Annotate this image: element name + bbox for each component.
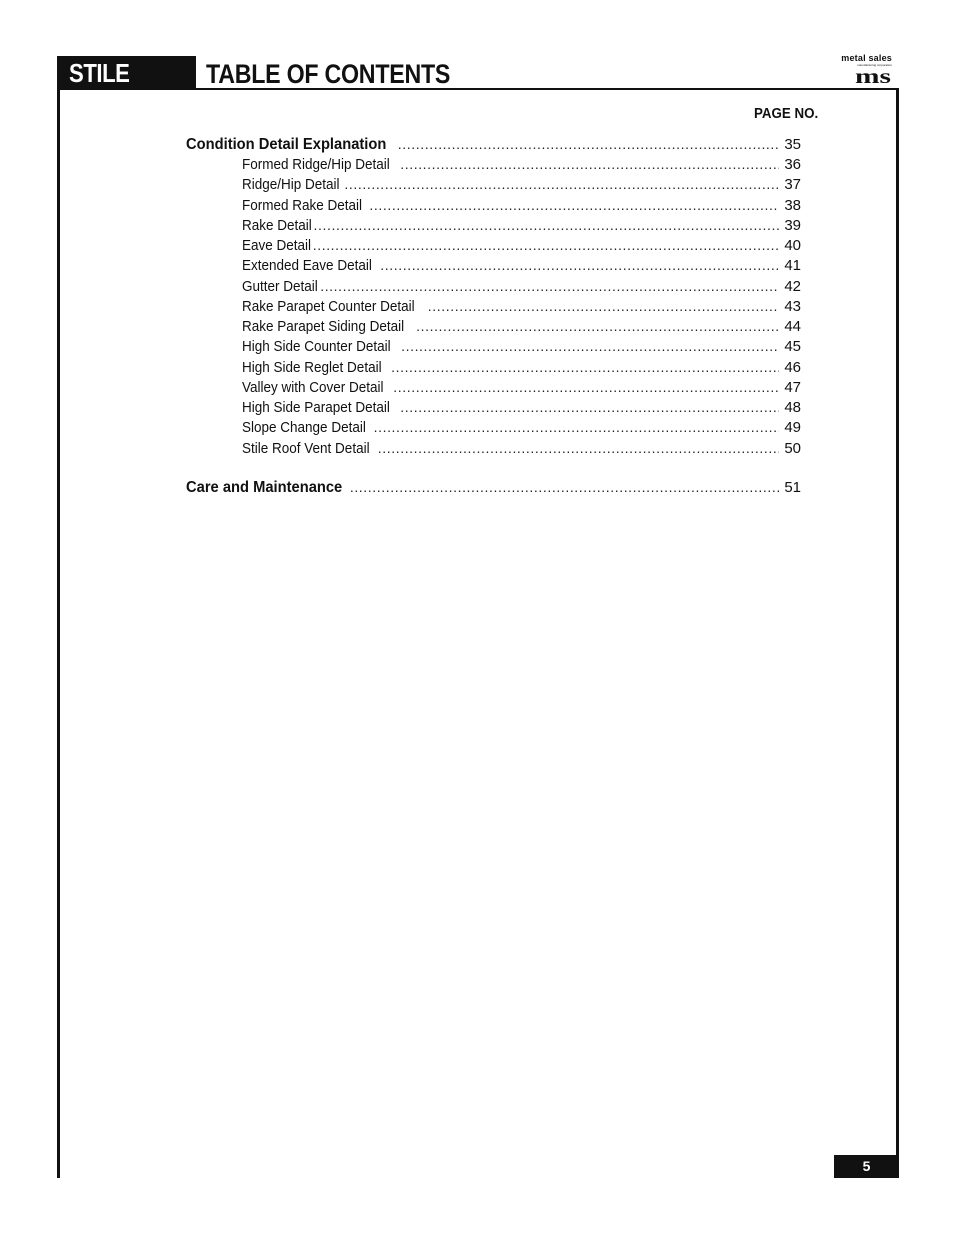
toc-entry-page: 40 (784, 237, 801, 254)
toc-entry-formed-rake-detail[interactable] (242, 197, 801, 217)
dot-leader (391, 359, 779, 375)
dot-leader (380, 257, 779, 273)
toc-entry-label: Formed Rake Detail (242, 197, 363, 214)
dot-leader (313, 237, 779, 253)
toc-entry-label: Condition Detail Explanation (186, 136, 387, 153)
toc-entry-label: High Side Counter Detail (242, 338, 391, 355)
dot-leader (378, 440, 779, 456)
dot-leader (320, 278, 779, 294)
left-border-rule (57, 56, 60, 1178)
logo-name: metal sales (841, 53, 892, 63)
toc-entry-label: Stile Roof Vent Detail (242, 440, 370, 457)
dot-leader (401, 338, 779, 354)
toc-entry-page: 50 (784, 440, 801, 457)
logo-mark-icon (855, 67, 891, 87)
toc-entry-label: Extended Eave Detail (242, 257, 372, 274)
dot-leader (400, 156, 779, 172)
dot-leader (350, 479, 779, 495)
toc-entry-page: 44 (784, 318, 801, 335)
toc-entry-page: 48 (784, 399, 801, 416)
page-title: TABLE OF CONTENTS (206, 59, 451, 89)
toc-entry-rake-detail[interactable] (242, 217, 801, 237)
toc-entry-high-side-reglet-detail[interactable] (242, 359, 801, 379)
toc-entry-label: Care and Maintenance (186, 479, 343, 496)
logo-subtitle: manufacturing corporation (857, 63, 892, 67)
dot-leader (314, 217, 779, 233)
logo-mark-text: ms (855, 67, 891, 87)
toc-entry-label: Formed Ridge/Hip Detail (242, 156, 390, 173)
toc-entry-page: 41 (784, 257, 801, 274)
dot-leader (369, 197, 779, 213)
toc-entry-page: 42 (784, 278, 801, 295)
toc-entry-label: Gutter Detail (242, 278, 318, 295)
toc-entry-formed-ridge-hip-detail[interactable] (242, 156, 801, 176)
page-no-column-header: PAGE NO. (754, 106, 819, 122)
toc-entry-label: High Side Reglet Detail (242, 359, 382, 376)
toc-entry-valley-with-cover-detail[interactable] (242, 379, 801, 399)
toc-entry-label: Slope Change Detail (242, 419, 366, 436)
toc-entry-label: Rake Parapet Siding Detail (242, 318, 405, 335)
toc-entry-page: 39 (784, 217, 801, 234)
toc-entry-slope-change-detail[interactable] (242, 419, 801, 439)
toc-entry-page: 49 (784, 419, 801, 436)
toc-entry-eave-detail[interactable] (242, 237, 801, 257)
toc-entry-high-side-counter-detail[interactable] (242, 338, 801, 358)
dot-leader (393, 379, 779, 395)
dot-leader (400, 399, 779, 415)
section-badge (57, 56, 196, 90)
toc-entry-condition-detail-explanation[interactable] (186, 136, 801, 156)
page-number: 5 (862, 1158, 871, 1174)
toc-entry-label: Rake Detail (242, 217, 312, 234)
toc-entry-page: 38 (784, 197, 801, 214)
toc-entry-page: 46 (784, 359, 801, 376)
toc-entry-extended-eave-detail[interactable] (242, 257, 801, 277)
toc-entry-label: High Side Parapet Detail (242, 399, 390, 416)
toc-entry-page: 35 (784, 136, 801, 153)
dot-leader (374, 419, 779, 435)
toc-entry-high-side-parapet-detail[interactable] (242, 399, 801, 419)
dot-leader (416, 318, 779, 334)
dot-leader (344, 176, 779, 192)
toc-entry-gutter-detail[interactable] (242, 278, 801, 298)
section-badge-label: STILE (69, 58, 130, 88)
toc-entry-page: 47 (784, 379, 801, 396)
toc-entry-page: 36 (784, 156, 801, 173)
toc-entry-page: 51 (784, 479, 801, 496)
toc-entry-label: Ridge/Hip Detail (242, 176, 340, 193)
toc-entry-page: 43 (784, 298, 801, 315)
toc-entry-label: Eave Detail (242, 237, 312, 254)
company-logo (829, 53, 893, 89)
toc-entry-stile-roof-vent-detail[interactable] (242, 440, 801, 460)
toc-entry-label: Rake Parapet Counter Detail (242, 298, 415, 315)
toc-entry-page: 37 (784, 176, 801, 193)
toc-entry-rake-parapet-siding-detail[interactable] (242, 318, 801, 338)
dot-leader (428, 298, 779, 314)
right-border-rule (896, 88, 899, 1178)
toc-entry-label: Valley with Cover Detail (242, 379, 384, 396)
dot-leader (398, 136, 779, 152)
toc-entry-rake-parapet-counter-detail[interactable] (242, 298, 801, 318)
toc-entry-page: 45 (784, 338, 801, 355)
toc-entry-care-and-maintenance[interactable] (186, 479, 801, 499)
page-number-box (834, 1155, 899, 1178)
toc-entry-ridge-hip-detail[interactable] (242, 176, 801, 196)
